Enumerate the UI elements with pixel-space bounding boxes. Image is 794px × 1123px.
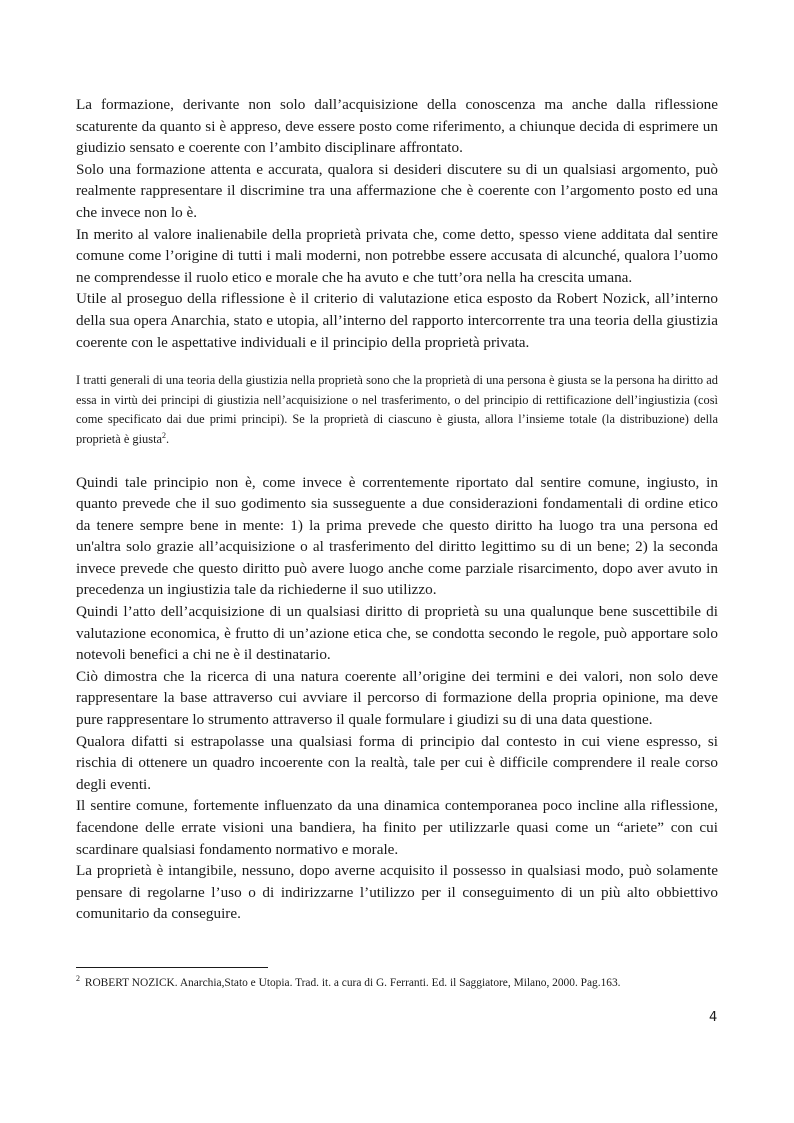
quote-end: . [166,431,170,446]
page-body [76,94,718,925]
quote-footnote-ref[interactable]: 2 [162,430,167,440]
body-paragraph-5: Quindi tale principio non è, come invece è correntemente riportato dal sentire comune, ingiusto, in quanto prevede che il suo godimento sia susseguente a due considerazioni fondamentali di ordine etico da tenere sempre bene in mente: 1) la prima prevede che questo diritto ha luogo tra una persona ed un'altra solo grazie all’acquisizione o al trasferimento del diritto legittimo su di un bene; 2) la seconda invece prevede che questo diritto può avere luogo anche come parziale risarcimento, dopo aver avuto in precedenza un ingiustizia tale da richiederne il suo utilizzo. [76,473,718,599]
footnote-number: 2 [76,974,80,984]
footnote-text: ROBERT NOZICK. Anarchia,Stato e Utopia. Trad. it. a cura di G. Ferranti. Ed. il Saggiatore, Milano, 2000. Pag.163. [82,977,621,989]
body-paragraph-6: Quindi l’atto dell’acquisizione di un qualsiasi diritto di proprietà su una qualunque bene suscettibile di valutazione economica, è frutto di un’azione etica che, se condotta secondo le regole, può apportare solo notevoli benefici a chi ne è il destinatario. [76,603,718,664]
footnote-separator [76,967,268,968]
body-paragraph-2: Solo una formazione attenta e accurata, qualora si desideri discutere su di un qualsiasi argomento, può realmente rappresentare il discrimine tra una affermazione che è coerente con l’argomento posto ed una che invece non lo è. [76,160,718,221]
body-paragraph-7: Ciò dimostra che la ricerca di una natura coerente all’origine dei termini e dei valori, non solo deve rappresentare la base attraverso cui avviare il percorso di formazione della propria opinione, ma deve pure rappresentare lo strumento attraverso il quale formulare i giudizi su di una data questione. [76,667,718,729]
body-paragraph-3: In merito al valore inalienabile della proprietà privata che, come detto, spesso viene additata dal sentire comune come l’origine di tutti i mali moderni, non potrebbe essere accusata di alcunché, qualora l’uomo ne comprendesse il ruolo etico e morale che ha avuto e che tutt’ora nella ha crescita umana. [76,225,718,286]
body-paragraph-9: Il sentire comune, fortemente influenzato da una dinamica contemporanea poco incline alla riflessione, facendone delle errate visioni una bandiera, ha finito per utilizzarle quasi come un “ariete” con cui scardinare qualsiasi fondamento normativo e morale. [76,797,718,858]
body-paragraph-10: La proprietà è intangibile, nessuno, dopo averne acquisito il possesso in qualsiasi modo, può solamente pensare di regolarne l’uso o di indirizzarne l’utilizzo per il conseguimento di un più alto obbiettivo comunitario da conseguire. [76,862,718,923]
footnote [76,975,736,991]
body-paragraph-4: Utile al proseguo della riflessione è il criterio di valutazione etica esposto da Robert Nozick, all’interno della sua opera Anarchia, stato e utopia, all’interno del rapporto intercorrente tra una teoria della giustizia coerente con le aspettative individuali e il principio della proprietà privata. [76,290,718,351]
block-quote [76,371,718,449]
page-number: 4 [709,1010,718,1025]
body-paragraph-8: Qualora difatti si estrapolasse una qualsiasi forma di principio dal contesto in cui viene espresso, si rischia di ottenere un quadro incoerente con la realtà, tale per cui è difficile comprendere il reale corso degli eventi. [76,732,718,793]
body-paragraph-1: La formazione, derivante non solo dall’acquisizione della conoscenza ma anche dalla riflessione scaturente da quanto si è appreso, deve essere posto come riferimento, a chiunque decida di esprimere un giudizio sensato e coerente con l’ambito disciplinare affrontato. [76,96,718,157]
quote-text: I tratti generali di una teoria della giustizia nella proprietà sono che la proprietà di una persona è giusta se la persona ha diritto ad essa in virtù dei principi di giustizia nell’acquisizione o nel trasferimento, o del principio di rettificazione dell’ingiustizia (così come specificato dai due primi principi). Se la proprietà di ciascuno è giusta, allora l’insieme totale (la distribuzione) della proprietà è giusta [76,373,718,446]
